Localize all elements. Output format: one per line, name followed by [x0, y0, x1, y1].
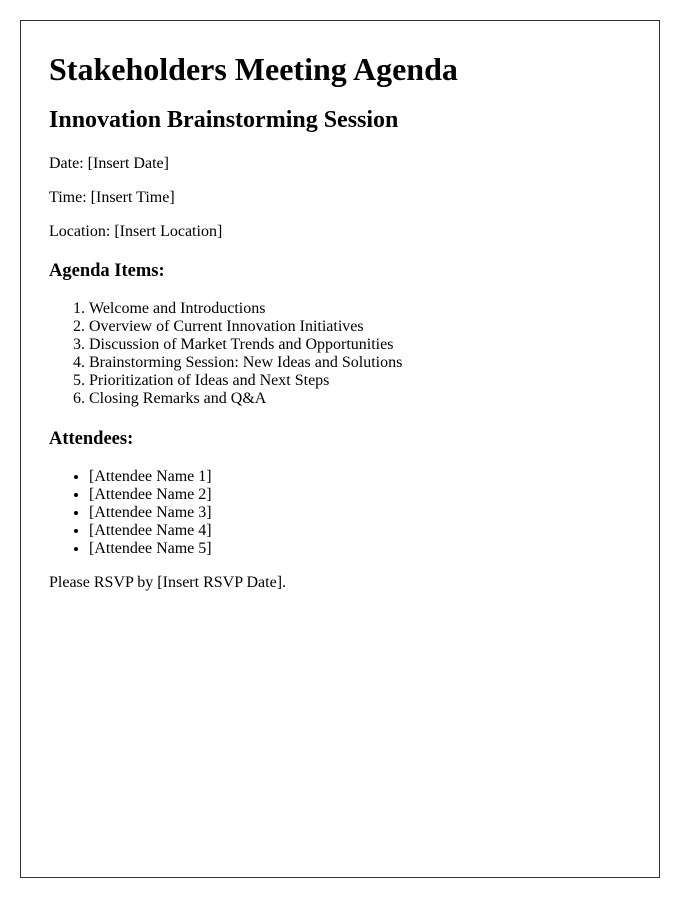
agenda-list — [49, 300, 402, 408]
attendees-list — [49, 468, 212, 558]
attendee-item: • [Attendee Name 3] — [89, 504, 212, 522]
location-value: [Insert Location] — [114, 223, 223, 240]
attendee-item: • [Attendee Name 2] — [89, 486, 212, 504]
agenda-item: 2. Overview of Current Innovation Initiatives — [89, 318, 402, 336]
attendee-item: • [Attendee Name 5] — [89, 540, 212, 558]
date-label: Date: — [49, 155, 84, 172]
document-page — [20, 20, 660, 878]
time-line — [49, 189, 175, 207]
agenda-item: 3. Discussion of Market Trends and Opportunities — [89, 336, 402, 354]
location-line — [49, 223, 222, 241]
agenda-heading: Agenda Items: — [49, 261, 165, 281]
agenda-item: 5. Prioritization of Ideas and Next Steps — [89, 372, 402, 390]
rsvp-note: Please RSVP by [Insert RSVP Date]. — [49, 574, 287, 591]
date-line — [49, 155, 169, 173]
document-title: Stakeholders Meeting Agenda — [49, 51, 458, 87]
agenda-item: 4. Brainstorming Session: New Ideas and Solutions — [89, 354, 402, 372]
date-value: [Insert Date] — [87, 155, 169, 172]
attendees-heading: Attendees: — [49, 429, 134, 449]
attendee-item: • [Attendee Name 4] — [89, 522, 212, 540]
agenda-item: 1. Welcome and Introductions — [89, 300, 402, 318]
time-label: Time: — [49, 189, 87, 206]
document-subtitle: Innovation Brainstorming Session — [49, 107, 399, 133]
time-value: [Insert Time] — [90, 189, 175, 206]
agenda-item: 6. Closing Remarks and Q&A — [89, 390, 402, 408]
attendee-item: • [Attendee Name 1] — [89, 468, 212, 486]
location-label: Location: — [49, 223, 111, 240]
